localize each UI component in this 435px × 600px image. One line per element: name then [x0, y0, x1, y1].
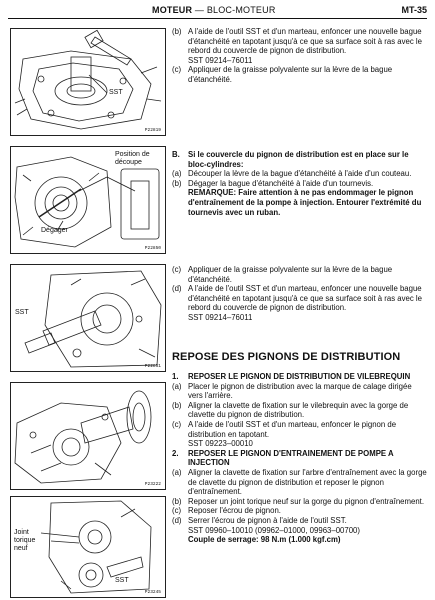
- step-marker: (c): [172, 419, 182, 429]
- step-title: REPOSER LE PIGNON D'ENTRAINEMENT DE POMPE A INJECTION: [188, 448, 394, 468]
- figure-1-id: P22819: [144, 128, 161, 133]
- step-2b: [172, 179, 428, 217]
- instructions-block-2: [172, 150, 428, 217]
- step-3c: [172, 265, 428, 284]
- figure-4-id: P23222: [144, 482, 161, 487]
- header-subsection: BLOC-MOTEUR: [206, 5, 276, 15]
- step-marker: (c): [172, 65, 182, 75]
- instructions-block-3: [172, 265, 428, 323]
- figure-1: [10, 28, 166, 136]
- step-text: Serrer l'écrou de pignon à l'aide de l'outil SST.: [188, 515, 347, 525]
- step-1b: [172, 27, 428, 65]
- step-1a: [172, 382, 428, 401]
- step-marker: (b): [172, 496, 182, 506]
- torque-spec: Couple de serrage: 98 N.m (1.000 kgf.cm): [188, 535, 341, 545]
- header-title: [152, 5, 276, 15]
- figure-5: [10, 496, 166, 598]
- step-text: A l'aide de l'outil SST et d'un marteau, enfoncer une nouvelle bague d'étanchéité en tapotant jusqu'à ce que sa surface soit à ras avec le rebord du couvercle de pignon de distribution.: [188, 27, 423, 56]
- case-b-title: [172, 150, 428, 169]
- step-2b-oring: [172, 497, 428, 507]
- step-text: Placer le pignon de distribution avec la marque de calage dirigée vers l'arrière.: [188, 381, 412, 401]
- step-marker: (b): [172, 178, 182, 188]
- figure-3-label-sst: SST: [15, 309, 29, 316]
- step-marker: (a): [172, 467, 182, 477]
- figure-2-label-position: Position de découpe: [115, 151, 150, 166]
- step-marker: (b): [172, 400, 182, 410]
- step-text: A l'aide de l'outil SST et d'un marteau, enfoncer le pignon de distribution en tapotant.: [188, 419, 397, 439]
- step-marker: (d): [172, 515, 182, 525]
- step-sst: SST 09960–10010 (09962–01000, 09963–00700): [188, 525, 360, 535]
- figure-1-drawing: [11, 29, 165, 135]
- page-number: MT-35: [401, 5, 427, 15]
- step-text: Reposer un joint torique neuf sur la gorge du pignon d'entraînement.: [188, 496, 424, 506]
- step-number: 1.: [172, 372, 179, 381]
- header-section: MOTEUR: [152, 5, 193, 15]
- step-1c-press: [172, 420, 428, 449]
- step-marker: (a): [172, 169, 182, 179]
- step-text: Aligner la clavette de fixation sur l'arbre d'entraînement avec la gorge de clavette du pignon de distribution et reposer le pignon d'entraînement.: [188, 467, 427, 497]
- step-1-title: [172, 372, 428, 382]
- step-text: A l'aide de l'outil SST et d'un marteau, enfoncer une nouvelle bague d'étanchéité en tapotant jusqu'à ce que sa surface soit à ras avec le rebord du couvercle de pignon de distribution.: [188, 284, 423, 313]
- header-dash: —: [194, 5, 205, 15]
- figure-2: [10, 146, 166, 254]
- step-2a: [172, 169, 428, 179]
- step-2-title: [172, 449, 428, 468]
- step-marker: (b): [172, 27, 182, 36]
- page-header: [0, 0, 435, 18]
- figure-4: [10, 382, 166, 490]
- step-sst: SST 09214–76011: [188, 55, 253, 65]
- step-marker: (c): [172, 506, 182, 516]
- case-marker: B.: [172, 150, 180, 159]
- figure-2-id: P22850: [144, 246, 161, 251]
- step-text: Appliquer de la graisse polyvalente sur la lèvre de la bague d'étanchéité.: [188, 65, 393, 84]
- step-2a-key: [172, 468, 428, 497]
- section-title: REPOSE DES PIGNONS DE DISTRIBUTION: [172, 351, 401, 363]
- step-2c-nut: [172, 506, 428, 516]
- step-text: Aligner la clavette de fixation sur le vilebrequin avec la gorge de clavette du pignon de distribution.: [188, 400, 409, 420]
- step-sst: SST 09214–76011: [188, 312, 253, 322]
- step-title: REPOSER LE PIGNON DE DISTRIBUTION DE VILEBREQUIN: [188, 372, 411, 381]
- figure-5-label-sst: SST: [115, 577, 129, 584]
- instructions-block-1: [172, 27, 428, 85]
- figure-3: [10, 264, 166, 372]
- figure-5-id: P23245: [144, 590, 161, 595]
- remark-text: REMARQUE: Faire attention à ne pas endommager le pignon d'entraînement de la pompe à injection. Entourer l'extrémité du tournevis avec un ruban.: [188, 188, 422, 217]
- step-number: 2.: [172, 448, 179, 458]
- step-2d-torque: [172, 516, 428, 545]
- step-marker: (d): [172, 284, 182, 294]
- step-text: Dégager la bague d'étanchéité à l'aide d'un tournevis.: [188, 178, 374, 188]
- step-text: Appliquer de la graisse polyvalente sur la lèvre de la bague d'étanchéité.: [188, 265, 393, 284]
- case-title: Si le couvercle du pignon de distribution est en place sur le bloc-cylindres:: [188, 150, 409, 169]
- step-marker: (a): [172, 381, 182, 391]
- step-1b-align: [172, 401, 428, 420]
- instructions-block-4: [172, 372, 428, 545]
- header-rule: [8, 18, 427, 19]
- step-marker: (c): [172, 265, 182, 274]
- step-text: Reposer l'écrou de pignon.: [188, 506, 281, 516]
- step-3d: [172, 284, 428, 322]
- figure-4-drawing: [11, 383, 165, 489]
- figure-3-id: P22851: [144, 364, 161, 369]
- step-1c: [172, 65, 428, 84]
- figure-2-label-degager: Dégager: [41, 227, 68, 234]
- figure-5-label-joint: Joint torique neuf: [14, 529, 36, 552]
- step-text: Découper la lèvre de la bague d'étanchéité à l'aide d'un couteau.: [188, 169, 412, 179]
- figure-1-label-sst: SST: [109, 89, 123, 96]
- step-sst: SST 09223–00010: [188, 439, 253, 449]
- figure-3-drawing: [11, 265, 165, 371]
